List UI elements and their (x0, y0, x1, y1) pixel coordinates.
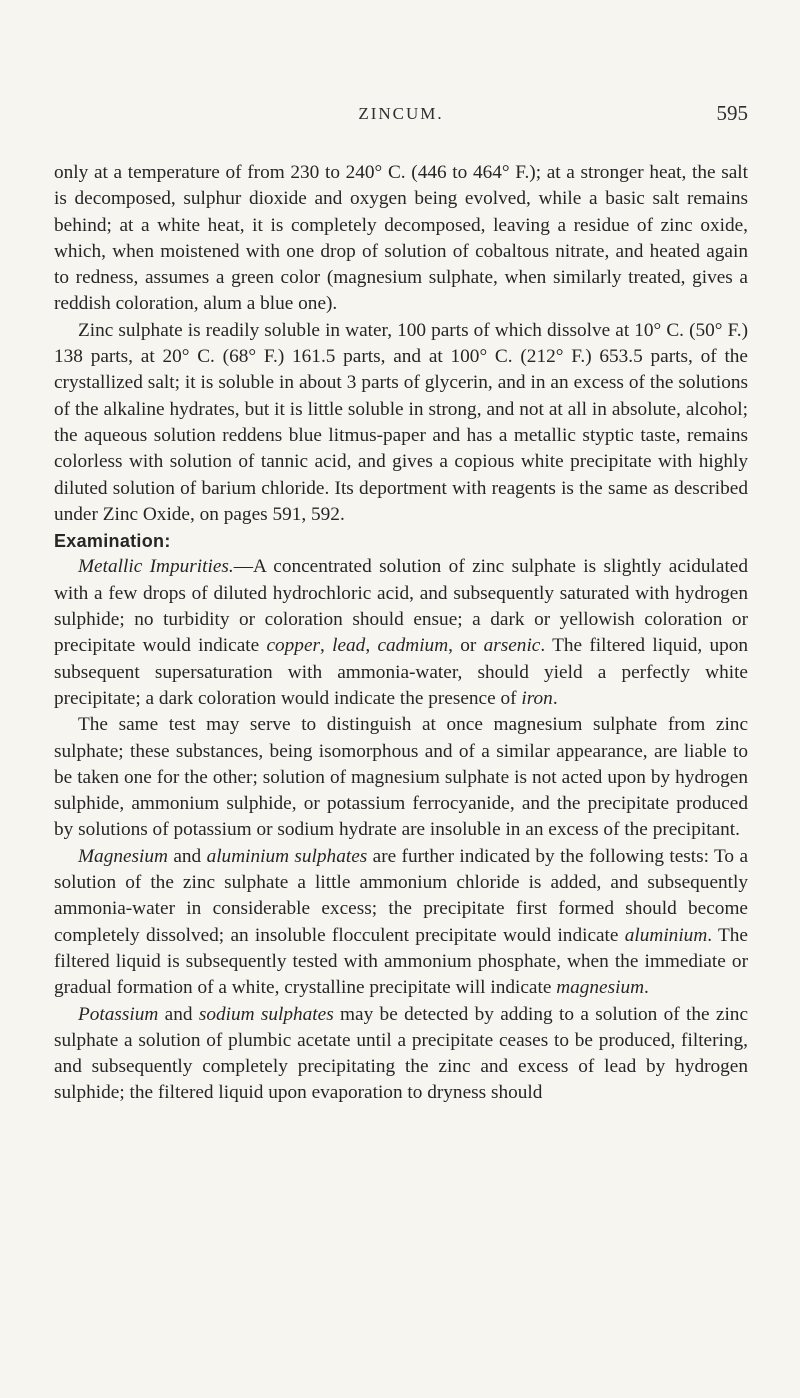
magnesium-title: Magnesium (78, 845, 168, 867)
conjunction: and (167, 845, 207, 867)
conjunction: and (158, 1003, 199, 1025)
paragraph-metallic-impurities (54, 554, 748, 712)
paragraph-magnesium-distinction: The same test may serve to distinguish at once magnesium sulphate from zinc sulphate; these substances, being isomorphous and of a similar appearance, are liable to be taken one for the other; solution of magnesium sulphate is not acted upon by hydrogen sulphide, ammonium sulphide, or potassium ferrocyanide, and the precipitate produced by solutions of potassium or sodium hydrate are insoluble in an excess of the precipitant. (54, 714, 748, 841)
body-text (54, 160, 748, 1107)
metallic-impurities-text-a: —A concentrated solution of zinc sulphate is slightly acidulated with a few drops of diluted hydrochloric acid, and subsequently saturated with hydrogen sulphide; no turbidity or coloration should ensue; a dark or yellowish coloration or precipitate would indicate (54, 556, 748, 657)
term-cadmium: cadmium (377, 635, 449, 657)
page-number: 595 (716, 101, 748, 125)
running-head: ZINCUM. (358, 104, 444, 123)
separator: , or (448, 635, 484, 657)
metallic-impurities-title: Metallic Impurities. (78, 556, 234, 578)
term-magnesium: magnesium (556, 977, 645, 999)
page-header (54, 101, 748, 134)
potassium-title: Potassium (78, 1003, 159, 1025)
sodium-sulphates-title: sodium sulphates (198, 1003, 334, 1025)
term-lead: lead (332, 635, 366, 657)
metallic-impurities-text-b: . The filtered liquid, upon subsequent supersaturation with ammonia-water, should yield a perfectly white precipitate; a dark coloration would indicate the presence of (54, 635, 749, 709)
aluminium-sulphates-title: aluminium sulphates (206, 845, 368, 867)
separator: , (365, 635, 378, 657)
paragraph-magnesium-aluminium (54, 844, 748, 1002)
paragraph-solubility: Zinc sulphate is readily soluble in water, 100 parts of which dissolve at 10° C. (50° F.) 138 parts, at 20° C. (68° F.) 161.5 parts, and at 100° C. (212° F.) 653.5 parts, of the crystallized salt; it is soluble in about 3 parts of glycerin, and in an excess of the solutions of the alkaline hydrates, but it is little soluble in strong, and not at all in absolute, alcohol; the aqueous solution reddens blue litmus-paper and has a metallic styptic taste, remains colorless with solution of tannic acid, and gives a copious white precipitate with highly diluted solution of barium chloride. Its deportment with reagents is the same as described under Zinc Oxide, on pages 591, 592. (54, 319, 748, 525)
magnesium-aluminium-text-b: . The filtered liquid is subsequently tested with ammonium phosphate, when the immediate or gradual formation of a white, crystalline precipitate will indicate (54, 924, 748, 999)
sentence-end: . (552, 687, 558, 709)
potassium-sodium-text: may be detected by adding to a solution of the zinc sulphate a solution of plumbic acetate until a precipitate ceases to be produced, filtering, and subsequently completely precipitating the zinc and excess of lead by hydrogen sulphide; the filtered liquid upon evaporation to dryness should (54, 1003, 749, 1104)
paragraph-continuation: only at a temperature of from 230 to 240° C. (446 to 464° F.); at a stronger heat, the salt is decomposed, sulphur dioxide and oxygen being evolved, while a basic salt remains behind; at a white heat, it is completely decomposed, leaving a residue of zinc oxide, which, when moistened with one drop of solution of cobaltous nitrate, and heated again to redness, assumes a green color (magnesium sulphate, when similarly treated, gives a reddish coloration, alum a blue one). (54, 162, 748, 315)
term-arsenic: arsenic (483, 635, 541, 657)
term-aluminium: aluminium (624, 924, 708, 946)
sentence-end: . (644, 977, 649, 999)
paragraph-potassium-sodium (54, 1002, 748, 1107)
separator: , (320, 635, 333, 657)
term-copper: copper (266, 635, 321, 657)
magnesium-aluminium-text-a: are further indicated by the following tests: To a solution of the zinc sulphate a little ammonium chloride is added, and subsequently ammonia-water in considerable excess; the precipitate first formed should become completely dissolved; an insoluble flocculent precipitate would indicate (54, 845, 748, 946)
examination-heading: Examination: (54, 531, 171, 552)
term-iron: iron (521, 687, 553, 709)
